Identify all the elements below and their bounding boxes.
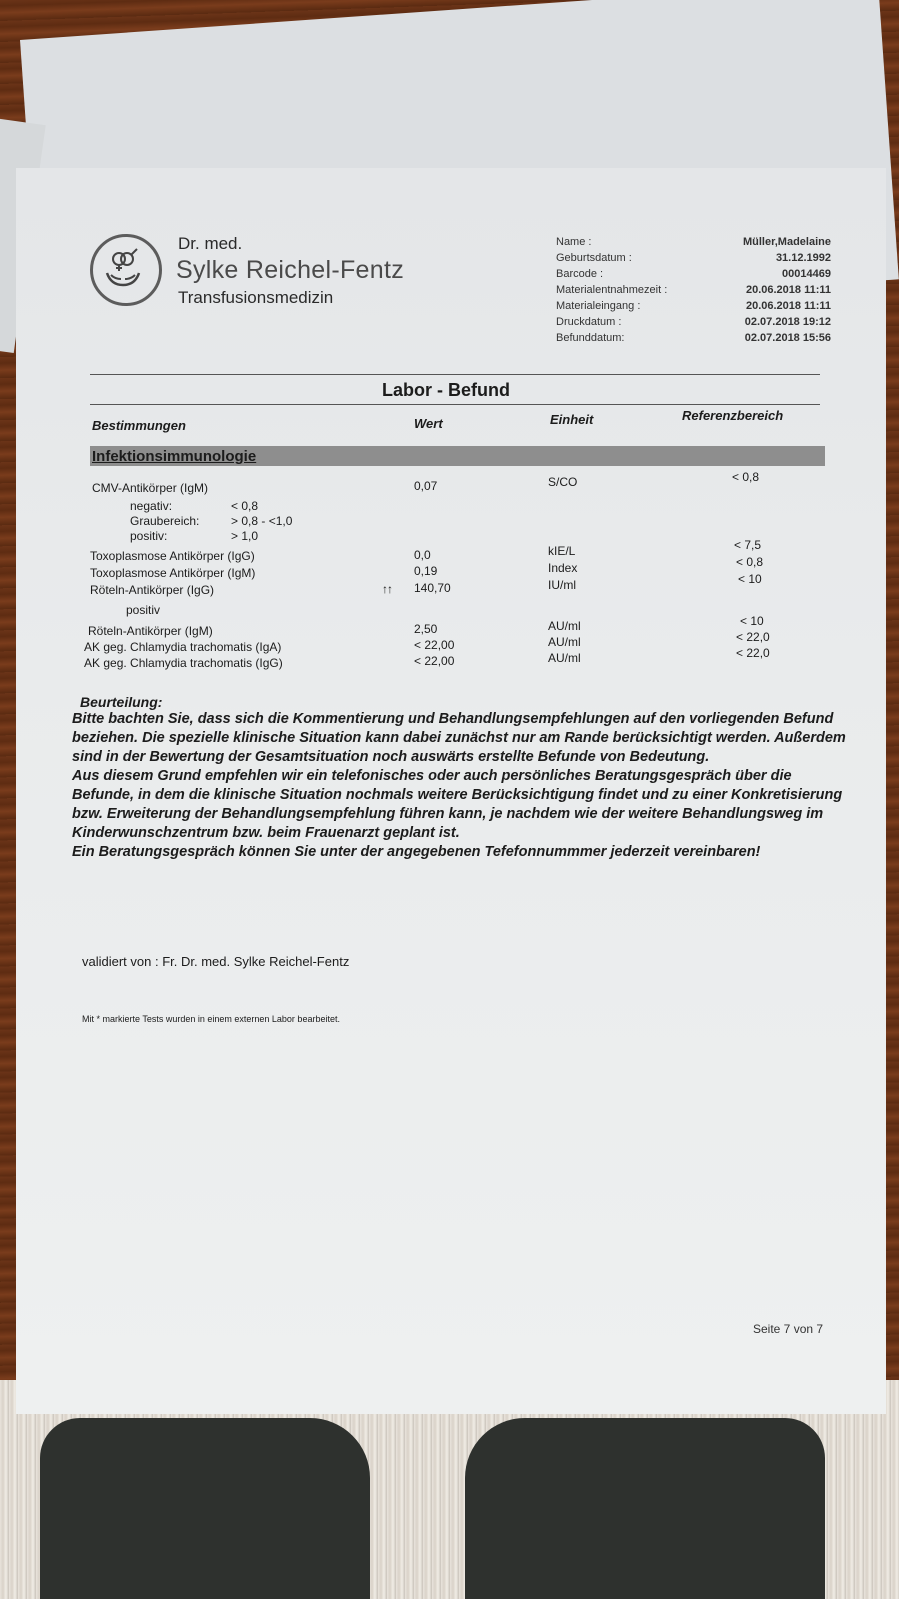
result-ref: < 22,0 — [736, 646, 770, 660]
result-unit: kIE/L — [548, 544, 576, 558]
meta-value: 31.12.1992 — [775, 252, 831, 264]
cmv-scale-label: positiv: — [130, 529, 168, 543]
meta-label: Materialentnahmezeit : — [556, 284, 668, 296]
beurteilung-paragraph: Bitte bachten Sie, dass sich die Kommentierung und Behandlungsempfehlungen auf den vorliegenden Befund beziehen. Die spezielle klinische Situation kann dabei zunächst nur am Rande berücksichtigt werden. Außerdem sind in der Bewertung der Gesamtsituation noch auswärts erstellte Befunde von Bedeutung. — [72, 711, 846, 765]
result-ref: < 22,0 — [736, 630, 770, 644]
result-unit: AU/ml — [548, 635, 581, 649]
result-ref: < 10 — [740, 614, 764, 628]
person-leg-left — [40, 1418, 370, 1599]
meta-value: Müller,Madelaine — [742, 236, 831, 248]
header-einheit: Einheit — [550, 412, 594, 427]
header-bestimmungen: Bestimmungen — [92, 418, 186, 433]
result-value: < 22,00 — [414, 638, 455, 652]
section-infektionsimmunologie — [90, 446, 825, 466]
meta-label: Druckdatum : — [556, 316, 622, 328]
beurteilung-paragraph: Ein Beratungsgespräch können Sie unter der angegebenen Tefefonnummmer jederzeit vereinbaren! — [72, 844, 761, 860]
beurteilung-paragraph: Aus diesem Grund empfehlen wir ein telefonisches oder auch persönliches Beratungsgespräch über die Befunde, in dem die klinische Situation nochmals weitere Berücksichtigung findet und zu einer Konkretisierung bzw. Erweiterung der Behandlungsempfehlung führen kann, je nachdem wie der weitere Behandlungsweg im Kinderwunschzentrum bzw. beim Frauenarzt geplant ist. — [72, 768, 843, 841]
roeteln-note: positiv — [126, 603, 161, 617]
cmv-scale-label: Graubereich: — [130, 514, 200, 528]
cmv-scale-label: negativ: — [130, 499, 173, 513]
clinic-title-line: Dr. med. — [178, 234, 243, 253]
result-unit: Index — [548, 561, 578, 575]
section-title: Infektionsimmunologie — [92, 448, 257, 465]
result-name: Röteln-Antikörper (IgM) — [88, 624, 213, 638]
result-name: Toxoplasmose Antikörper (IgG) — [90, 549, 255, 563]
patient-meta-labels — [556, 234, 667, 346]
result-ref: < 10 — [738, 572, 762, 586]
clinic-doctor-name: Sylke Reichel-Fentz — [176, 256, 405, 284]
person-leg-right — [465, 1418, 825, 1599]
divider-top — [90, 374, 820, 375]
result-name: Röteln-Antikörper (IgG) — [90, 583, 215, 597]
result-value: < 22,00 — [414, 654, 455, 668]
cmv-unit: S/CO — [548, 475, 578, 489]
gender-hands-logo-icon — [90, 234, 162, 306]
result-unit: IU/ml — [548, 578, 576, 592]
meta-label: Name : — [556, 236, 592, 248]
beurteilung-heading: Beurteilung: — [80, 694, 163, 710]
result-value: 2,50 — [414, 622, 438, 636]
cmv-scale-range: < 0,8 — [231, 499, 259, 513]
header-referenz: Referenzbereich — [682, 408, 784, 423]
page-number: Seite 7 von 7 — [753, 1322, 824, 1336]
cmv-value: 0,07 — [414, 479, 438, 493]
footnote: Mit * markierte Tests wurden in einem externen Labor bearbeitet. — [82, 1014, 340, 1024]
meta-value: 02.07.2018 15:56 — [744, 332, 831, 344]
result-name: AK geg. Chlamydia trachomatis (IgA) — [84, 640, 282, 654]
result-unit: AU/ml — [548, 651, 581, 665]
header-wert: Wert — [414, 416, 443, 431]
divider-title — [90, 404, 820, 405]
patient-meta-values — [696, 234, 831, 346]
meta-value: 20.06.2018 11:11 — [745, 300, 831, 312]
cmv-scale-range: > 1,0 — [231, 529, 259, 543]
report-title: Labor - Befund — [382, 380, 510, 400]
cmv-ref: < 0,8 — [732, 470, 760, 484]
meta-label: Befunddatum: — [556, 332, 625, 344]
result-ref: < 7,5 — [734, 538, 762, 552]
result-value: 0,19 — [414, 564, 438, 578]
result-value: 0,0 — [414, 548, 431, 562]
cmv-scale-range: > 0,8 - <1,0 — [231, 514, 293, 528]
result-ref: < 0,8 — [736, 555, 764, 569]
result-name: AK geg. Chlamydia trachomatis (IgG) — [84, 656, 283, 670]
meta-label: Geburtsdatum : — [556, 252, 632, 264]
result-unit: AU/ml — [548, 619, 581, 633]
beurteilung-text — [72, 710, 852, 862]
meta-value: 20.06.2018 11:11 — [745, 284, 831, 296]
clinic-specialty: Transfusionsmedizin — [178, 288, 334, 307]
double-up-arrow-icon: ↑↑ — [382, 582, 392, 596]
meta-label: Barcode : — [556, 268, 604, 280]
validated-by: validiert von : Fr. Dr. med. Sylke Reichel-Fentz — [82, 954, 350, 969]
cmv-name: CMV-Antikörper (IgM) — [92, 481, 209, 495]
lab-report-page — [16, 168, 886, 1414]
result-name: Toxoplasmose Antikörper (IgM) — [90, 566, 256, 580]
meta-value: 02.07.2018 19:12 — [744, 316, 831, 328]
meta-label: Materialeingang : — [556, 300, 641, 312]
meta-value: 00014469 — [782, 268, 831, 280]
result-value: 140,70 — [414, 581, 451, 595]
